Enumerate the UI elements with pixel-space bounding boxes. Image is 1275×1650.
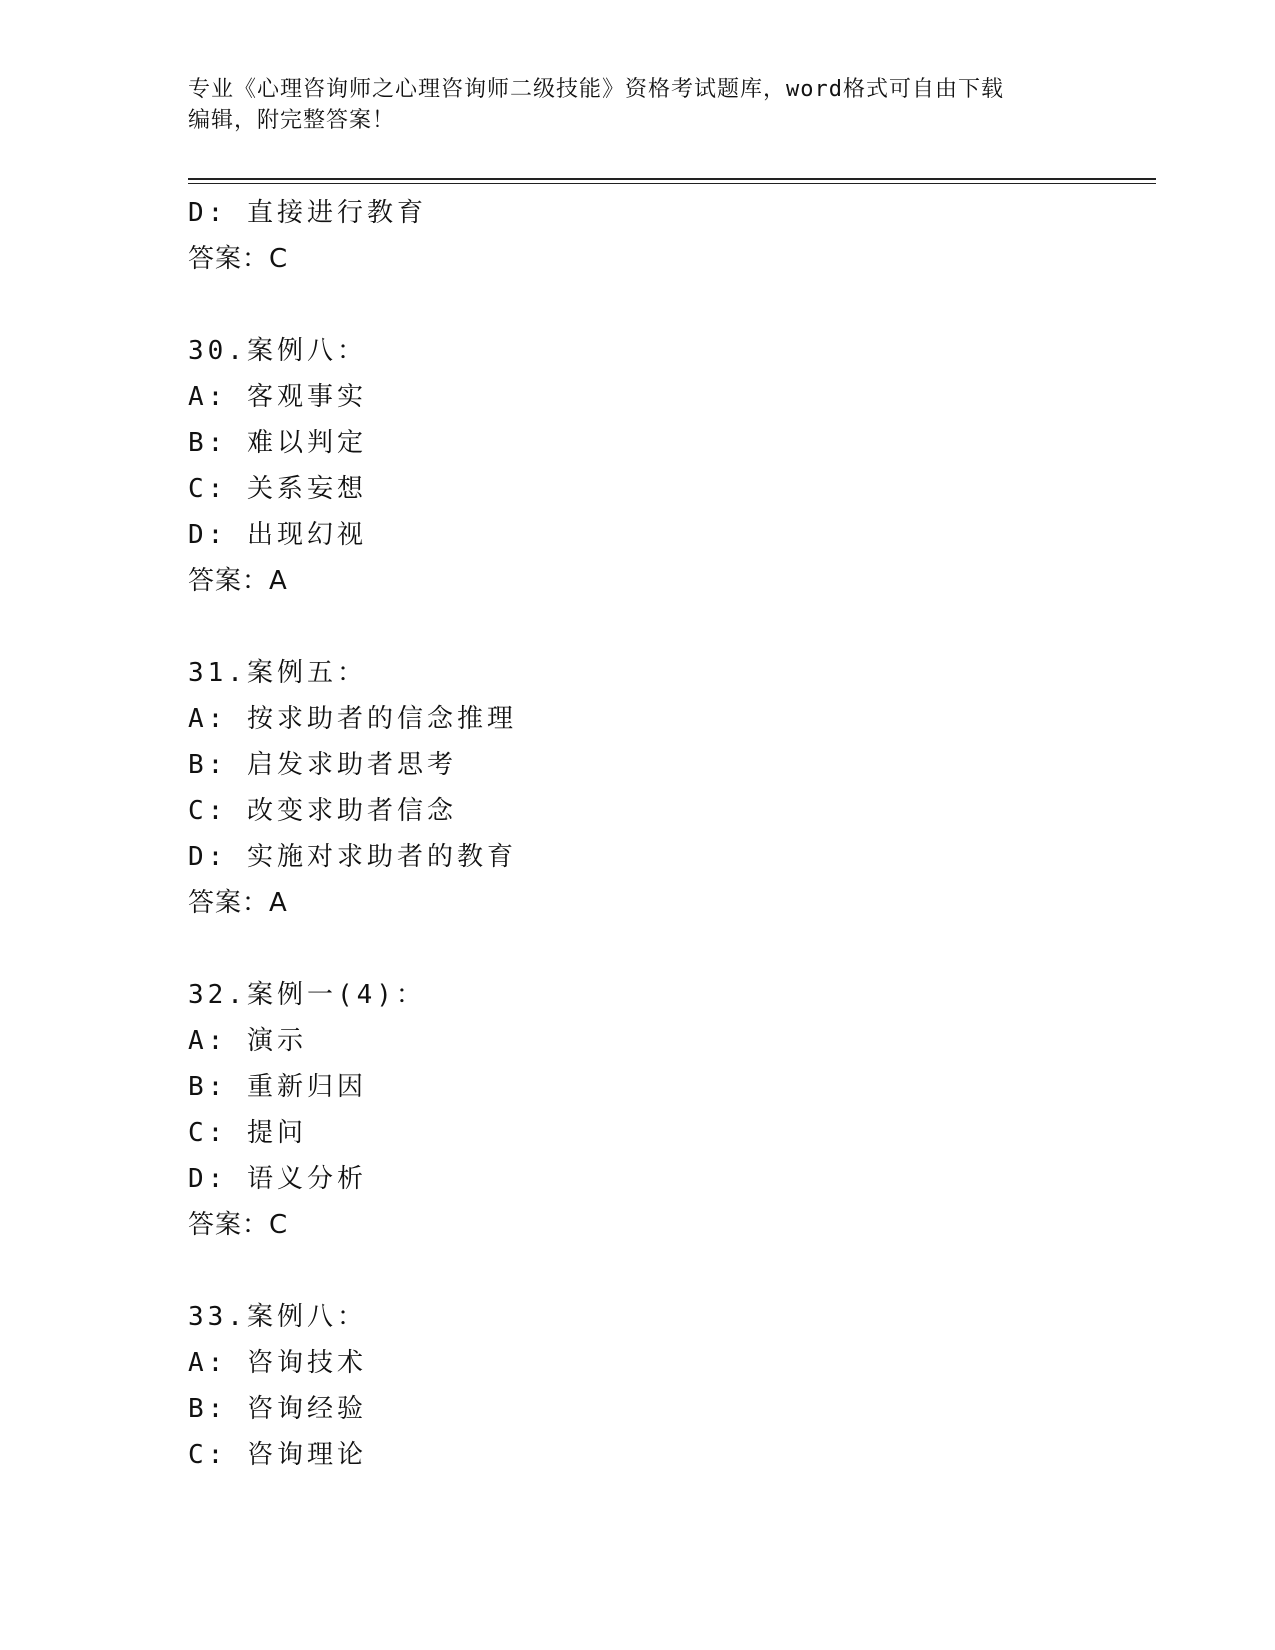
option-b: B: 启发求助者思考 <box>188 750 457 780</box>
option-b: B: 重新归因 <box>188 1072 367 1102</box>
option-d: D: 语义分析 <box>188 1164 367 1194</box>
question-list <box>188 190 1148 1478</box>
previous-question-tail <box>188 190 1148 282</box>
answer-line: 答案：C <box>188 244 289 274</box>
spacer <box>188 1248 1148 1294</box>
question-32 <box>188 972 1148 1248</box>
question-33 <box>188 1294 1148 1478</box>
option-d: D: 直接进行教育 <box>188 198 427 228</box>
header-line-2: 编辑，附完整答案！ <box>188 108 396 133</box>
document-header <box>188 74 1088 136</box>
option-c: C: 提问 <box>188 1118 307 1148</box>
option-c: C: 改变求助者信念 <box>188 796 457 826</box>
question-title: 30.案例八： <box>188 336 367 366</box>
header-rule-thin <box>188 183 1156 184</box>
option-d: D: 出现幻视 <box>188 520 367 550</box>
spacer <box>188 926 1148 972</box>
option-a: A: 客观事实 <box>188 382 367 412</box>
option-c: C: 关系妄想 <box>188 474 367 504</box>
header-line-1: 专业《心理咨询师之心理咨询师二级技能》资格考试题库，word格式可自由下载 <box>188 77 1004 102</box>
question-title: 33.案例八： <box>188 1302 367 1332</box>
option-a: A: 咨询技术 <box>188 1348 367 1378</box>
option-c: C: 咨询理论 <box>188 1440 367 1470</box>
answer-line: 答案：A <box>188 888 288 918</box>
option-b: B: 咨询经验 <box>188 1394 367 1424</box>
answer-line: 答案：C <box>188 1210 289 1240</box>
question-title: 31.案例五： <box>188 658 367 688</box>
option-d: D: 实施对求助者的教育 <box>188 842 517 872</box>
header-rule-thick <box>188 178 1156 180</box>
option-a: A: 演示 <box>188 1026 307 1056</box>
option-a: A: 按求助者的信念推理 <box>188 704 517 734</box>
option-b: B: 难以判定 <box>188 428 367 458</box>
spacer <box>188 604 1148 650</box>
question-31 <box>188 650 1148 926</box>
question-title: 32.案例一(4)： <box>188 980 426 1010</box>
answer-line: 答案：A <box>188 566 288 596</box>
spacer <box>188 282 1148 328</box>
question-30 <box>188 328 1148 604</box>
